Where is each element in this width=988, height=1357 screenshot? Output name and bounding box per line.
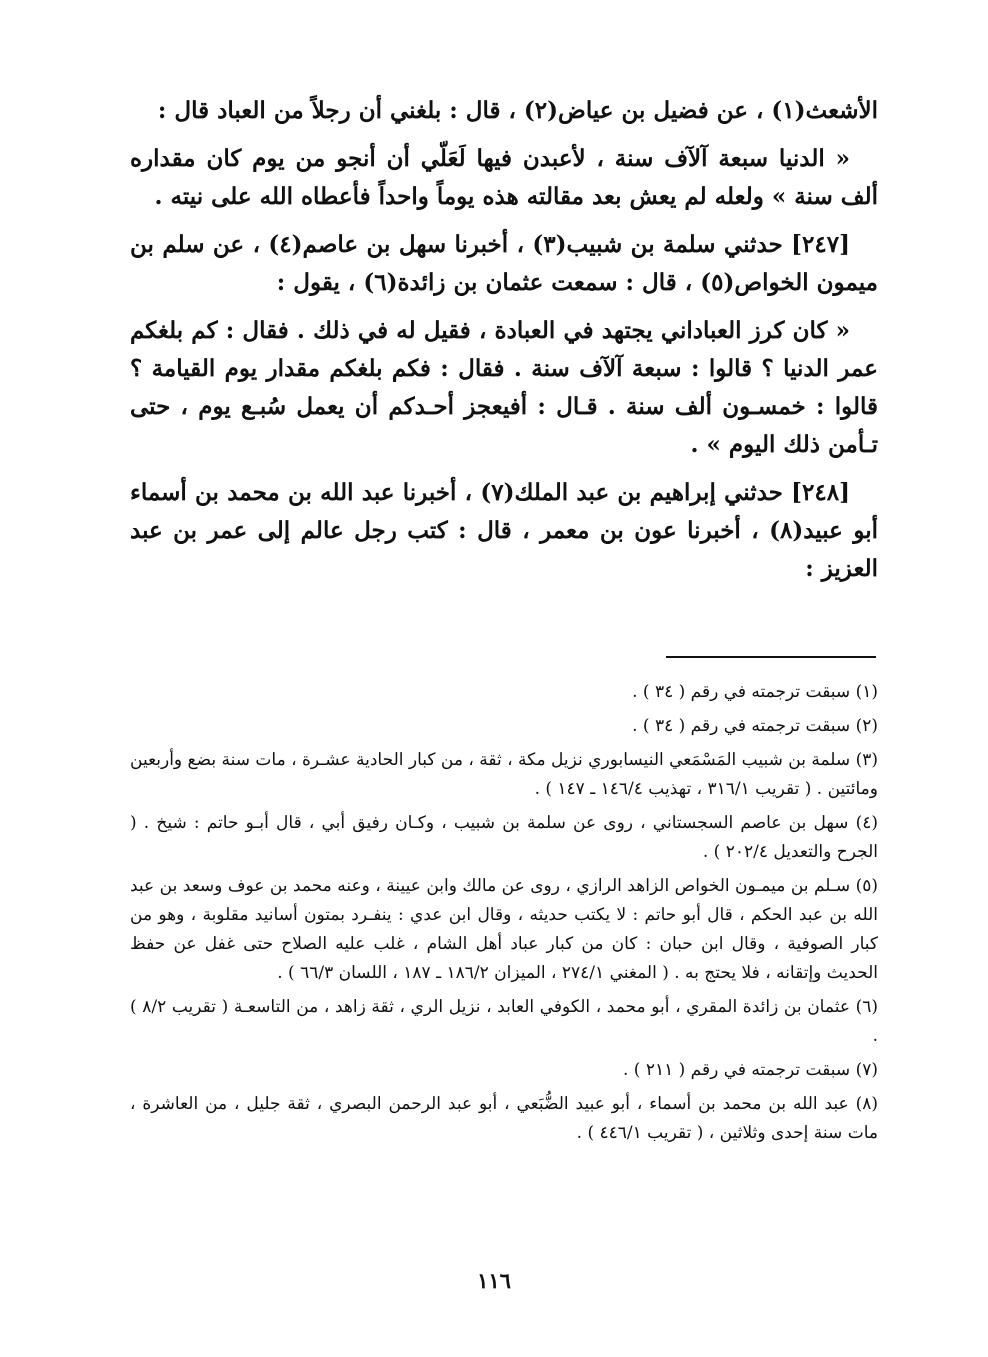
footnote-divider bbox=[666, 656, 876, 658]
footnote-6: (٦) عثمان بن زائدة المقري ، أبو محمد ، الكوفي العابد ، نزيل الري ، ثقة زاهد ، من التاسعـة ( تقريب ٨/٢ ) . bbox=[130, 997, 878, 1046]
footnote-7: (٧) سبقت ترجمته في رقم ( ٢١١ ) . bbox=[622, 1060, 878, 1080]
paragraph-3: [٢٤٧] حدثني سلمة بن شبيب(٣) ، أخبرنا سهل بن عاصم(٤) ، عن سلم بن ميمون الخواص(٥) ، قال : سمعت عثمان بن زائدة(٦) ، يقول : bbox=[130, 231, 878, 296]
paragraph-4: « كان كرز العباداني يجتهد في العبادة ، فقيل له في ذلك . فقال : كم بلغكم عمر الدنيا ؟ قالوا : سبعة آلآف سنة . فقال : فكم بلغكم مقدار يوم القيامة ؟ قالوا : خمسـون ألف سنة . قـال : أفيعجز أحـدكم أن يعمل سُبـع يوم ، حتى تـأمن ذلك اليوم » . bbox=[130, 317, 878, 458]
footnote-8: (٨) عبد الله بن محمد بن أسماء ، أبو عبيد الضُّبَعي ، أبو عبد الرحمن البصري ، ثقة جليل ، من العاشرة ، مات سنة إحدى وثلاثين ، ( تقريب ٤٤٦/١ ) . bbox=[130, 1094, 878, 1143]
main-text bbox=[130, 92, 878, 598]
footnote-5: (٥) سـلم بن ميمـون الخواص الزاهد الرازي ، روى عن مالك وابن عيينة ، وعنه محمد بن عوف وسعد بن عبد الله بن عبد الحكم ، قال أبو حاتم : لا يكتب حديثه ، وقال ابن عدي : ينفـرد بمتون أسانيد مقلوبة ، وهو من كبار الصوفية ، وقال ابن حبان : كان من كبار عباد أهل الشام ، غلب عليه الصلاح حتى غفل عن حفظ الحديث وإتقانه ، فلا يحتج به . ( المغني ٢٧٤/١ ، الميزان ١٨٦/٢ ـ ١٨٧ ، اللسان ٦٦/٣ ) . bbox=[130, 876, 878, 983]
footnote-4: (٤) سهل بن عاصم السجستاني ، روى عن سلمة بن شبيب ، وكـان رفيق أبي ، قال أبـو حاتم : شيخ . ( الجرح والتعديل ٢٠٢/٤ ) . bbox=[130, 813, 878, 862]
footnote-2: (٢) سبقت ترجمته في رقم ( ٣٤ ) . bbox=[632, 716, 878, 736]
paragraph-1: الأشعث(١) ، عن فضيل بن عياض(٢) ، قال : بلغني أن رجلاً من العباد قال : bbox=[157, 97, 878, 124]
footnotes bbox=[130, 678, 878, 1153]
footnote-1: (١) سبقت ترجمته في رقم ( ٣٤ ) . bbox=[632, 682, 878, 702]
paragraph-2: « الدنيا سبعة آلآف سنة ، لأعبدن فيها لَعَلّي أن أنجو من يوم كان مقداره ألف سنة » ولعله لم يعش بعد مقالته هذه يوماً واحداً فأعطاه الله على نيته . bbox=[130, 145, 878, 210]
page-number: ١١٦ bbox=[477, 1268, 511, 1293]
footnote-3: (٣) سلمة بن شبيب المَسْمَعي النيسابوري نزيل مكة ، ثقة ، من كبار الحادية عشـرة ، مات سنة بضع وأربعين ومائتين . ( تقريب ٣١٦/١ ، تهذيب ١٤٦/٤ ـ ١٤٧ ) . bbox=[130, 750, 878, 799]
paragraph-5: [٢٤٨] حدثني إبراهيم بن عبد الملك(٧) ، أخبرنا عبد الله بن محمد بن أسماء أبو عبيد(٨) ، أخبرنا عون بن معمر ، قال : كتب رجل عالم إلى عمر بن عبد العزيز : bbox=[130, 479, 878, 582]
